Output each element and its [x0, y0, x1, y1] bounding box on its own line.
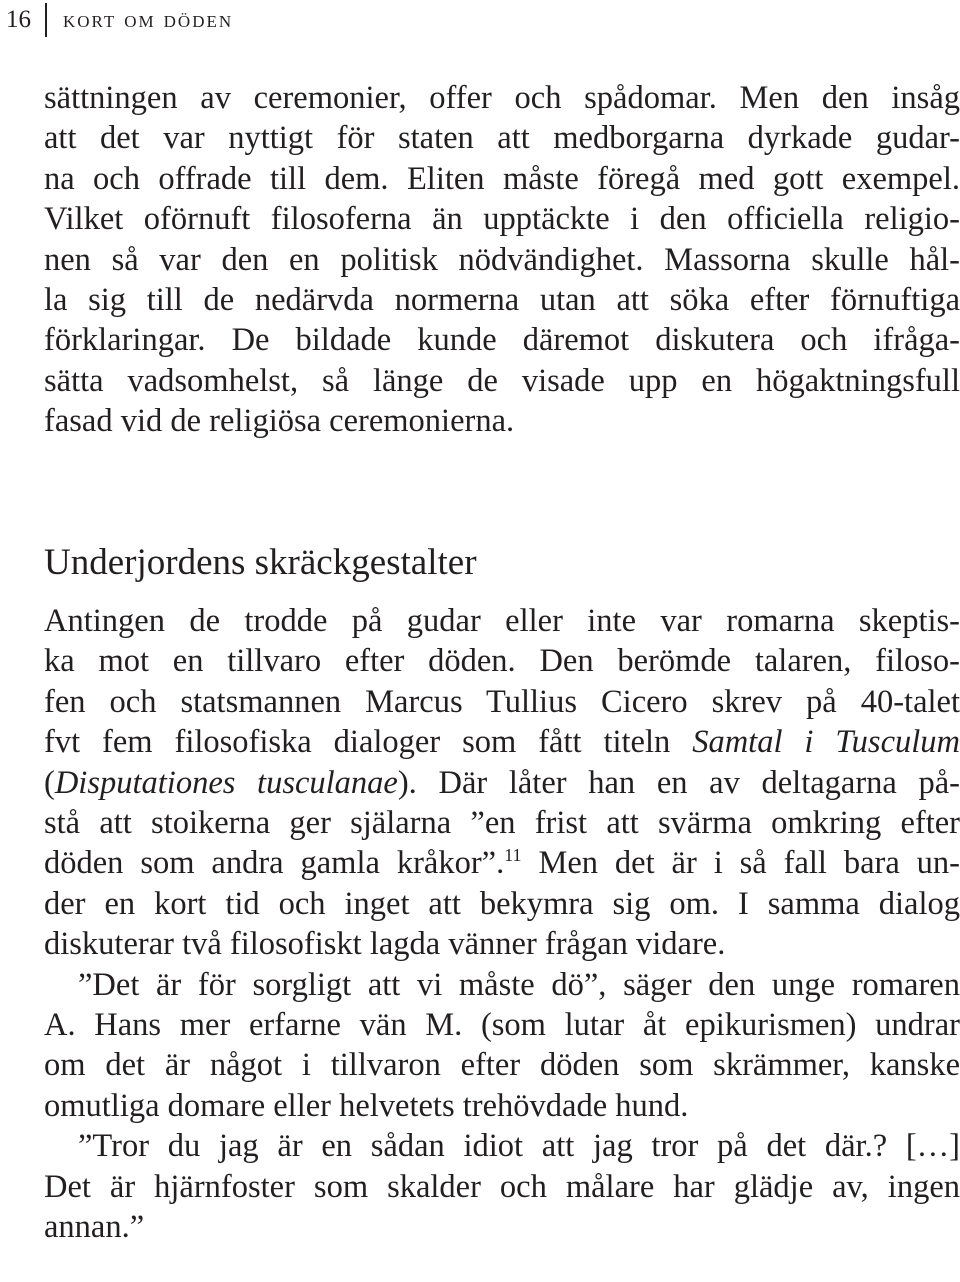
text-line: der en kort tid och inget att bekymra sig om. I samma dialog — [44, 885, 960, 922]
text-line: ”Tror du jag är en sådan idiot att jag tror på det där.? […] — [78, 1128, 960, 1165]
book-title-latin: Disputationes tusculanae — [54, 764, 398, 801]
text-line — [44, 763, 960, 803]
text-line: om det är något i tillvaron efter döden som skrämmer, kanske — [44, 1047, 960, 1084]
paragraph-ceremonies — [44, 78, 960, 442]
text-line: nen så var den en politisk nödvändighet. Massorna skulle hål- — [44, 241, 960, 278]
text-line: ”Det är för sorgligt att vi måste dö”, säger den unge romaren — [78, 966, 960, 1003]
text-line: stå att stoikerna ger själarna ”en frist att svärma omkring efter — [44, 805, 960, 842]
page-number: 16 — [6, 6, 31, 33]
text-line — [44, 722, 960, 762]
running-header — [6, 3, 233, 37]
text-run: ( — [44, 764, 55, 801]
text-run: ). Där låter han en av deltagarna på- — [397, 764, 960, 801]
text-line: förklaringar. De bildade kunde däremot diskutera och ifråga- — [44, 322, 960, 359]
text-run: Men det är i så fall bara un- — [521, 845, 960, 882]
footnote-reference: 11 — [504, 845, 522, 866]
text-run: döden som andra gamla kråkor”. — [44, 845, 505, 882]
text-line: Antingen de trodde på gudar eller inte var romarna skeptis- — [44, 603, 960, 639]
section-heading: Underjordens skräckgestalter — [44, 542, 477, 583]
text-line: omutliga domare eller helvetets trehövdade hund. — [44, 1087, 689, 1124]
text-line: Vilket oförnuft filosoferna än upptäckte i den officiella religio- — [44, 201, 960, 238]
text-line: fen och statsmannen Marcus Tullius Cicero skrev på 40-talet — [44, 683, 960, 720]
text-line — [44, 843, 960, 883]
running-title: kort om döden — [63, 7, 234, 33]
paragraph-underworld — [44, 601, 960, 1248]
text-line: fasad vid de religiösa ceremonierna. — [44, 403, 515, 440]
text-line: annan.” — [44, 1209, 145, 1246]
text-line: diskuterar två filosofiskt lagda vänner frågan vidare. — [44, 926, 726, 963]
text-line: att det var nyttigt för staten att medborgarna dyrkade gudar- — [44, 120, 960, 157]
book-title-swedish: Samtal i Tusculum — [692, 724, 960, 761]
text-line: na och offrade till dem. Eliten måste föregå med gott exempel. — [44, 160, 960, 197]
text-line: Det är hjärnfoster som skalder och målare har glädje av, ingen — [44, 1168, 960, 1205]
text-line: A. Hans mer erfarne vän M. (som lutar åt epikurismen) undrar — [44, 1007, 960, 1044]
text-line: ka mot en tillvaro efter döden. Den berömde talaren, filoso- — [44, 643, 960, 680]
text-line: sätta vadsomhelst, så länge de visade upp en högaktningsfull — [44, 362, 960, 399]
text-line: sättningen av ceremonier, offer och spådomar. Men den insåg — [44, 80, 960, 116]
text-line: la sig till de nedärvda normerna utan att söka efter förnuftiga — [44, 282, 960, 319]
text-run: fvt fem filosofiska dialoger som fått titeln — [44, 724, 693, 761]
